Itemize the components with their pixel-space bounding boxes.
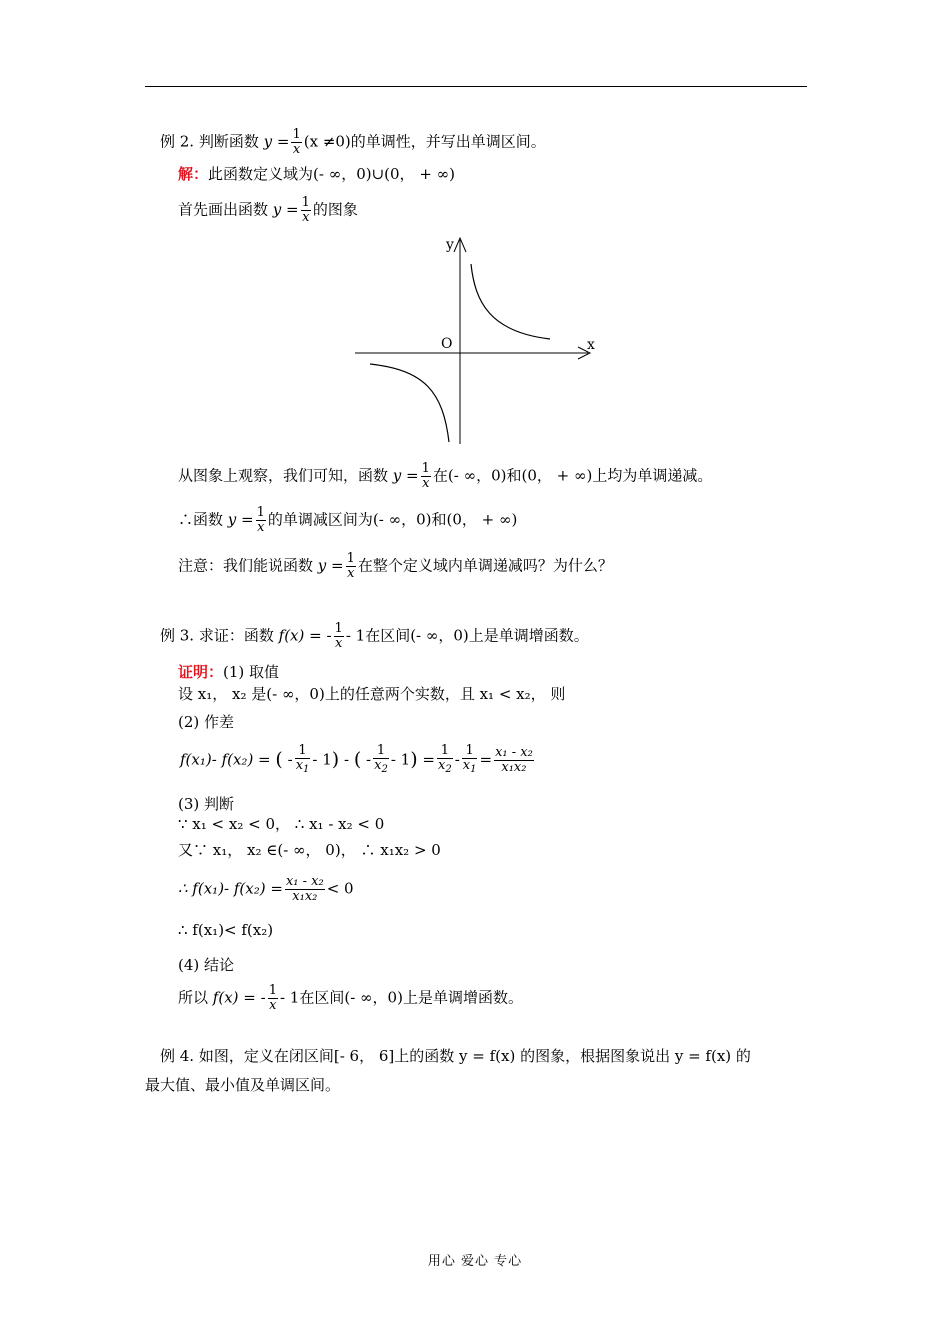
solution-label: 解：	[178, 165, 209, 183]
ex2-fraction: $\frac{1}{x}$	[292, 127, 301, 157]
ex4-line-2: 最大值、最小值及单调区间。	[145, 1076, 341, 1094]
hyperbola-graph	[350, 232, 600, 447]
step-2: (2) 作差	[178, 713, 235, 731]
ex3-conclusion-line: 所以 f(x) = - $\frac{1}{x}$ - 1在区间(- ∞，0)上是单调增函数。	[178, 983, 523, 1013]
therefore-line-2: ∴ f(x₁)< f(x₂)	[178, 921, 274, 939]
ex3-difference-line: f(x₁)- f(x₂) = ( - $\frac{1}{x_1}$ - 1) - ( - $\frac{1}{x_2}$ - 1) = $\frac{1}{x_2}$ - $\frac{1}{x_1}$ = $\frac{\text{x₁ - x₂}}{\text{x₁x₂}}$	[180, 743, 533, 775]
ex2-func-lhs: y =	[263, 132, 290, 151]
ex3-proof-line	[178, 662, 279, 682]
x-axis-label: x	[587, 337, 595, 353]
hyperbola-branch-right	[471, 264, 550, 339]
ex3-let-line: 设 x₁， x₂ 是(- ∞，0)上的任意两个实数，且 x₁ < x₂， 则	[178, 685, 566, 703]
therefore-line-1: ∴ f(x₁)- f(x₂) = $\frac{\text{x₁ - x₂}}{\text{x₁x₂}}$ < 0	[178, 874, 354, 904]
ex2-observation-line: 从图象上观察，我们可知，函数 y = $\frac{1}{x}$ 在(- ∞，0)和(0， + ∞)上均为单调递减。	[178, 461, 713, 491]
because-line-2: 又∵ x₁， x₂ ∈(- ∞， 0)， ∴ x₁x₂ > 0	[178, 841, 441, 859]
ex2-note-line: 注意：我们能说函数 y = $\frac{1}{x}$ 在整个定义域内单调递减吗？为什么？	[178, 551, 613, 581]
step-3: (3) 判断	[178, 795, 235, 813]
ex2-solution-line	[178, 164, 455, 184]
solution-domain: 此函数定义域为(- ∞，0)∪(0， + ∞)	[208, 165, 456, 183]
proof-label: 证明：	[178, 663, 224, 681]
ex2-title-line	[160, 128, 546, 157]
header-rule	[145, 86, 807, 87]
page-footer: 用心 爱心 专心	[427, 1254, 523, 1269]
ex4-line-1: 例 4. 如图，定义在闭区间[- 6， 6]上的函数 y = f(x) 的图象，根据图象说出 y = f(x) 的	[160, 1047, 751, 1065]
origin-label: O	[441, 336, 453, 352]
ex2-therefore-line: ∴函数 y = $\frac{1}{x}$ 的单调减区间为(- ∞，0)和(0， + ∞)	[178, 505, 518, 535]
ex2-draw-line: 首先画出函数 y = $\frac{1}{x}$ 的图象	[178, 195, 358, 225]
step-4: (4) 结论	[178, 956, 235, 974]
ex2-title: 例 2. 判断函数	[160, 132, 259, 151]
ex2-title-tail: 的单调性，并写出单调区间。	[350, 132, 546, 151]
y-axis-label: y	[446, 237, 454, 253]
hyperbola-branch-left	[370, 364, 449, 442]
because-line-1: ∵ x₁ < x₂ < 0， ∴ x₁ - x₂ < 0	[178, 815, 385, 833]
ex2-condition: (x ≠0)	[303, 132, 351, 151]
step-1: (1) 取值	[223, 663, 280, 681]
ex3-func: f(x) = -	[278, 626, 332, 645]
ex3-title-line: 例 3. 求证：函数 f(x) = - $\frac{1}{x}$ - 1在区间(- ∞，0)上是单调增函数。	[160, 621, 589, 651]
